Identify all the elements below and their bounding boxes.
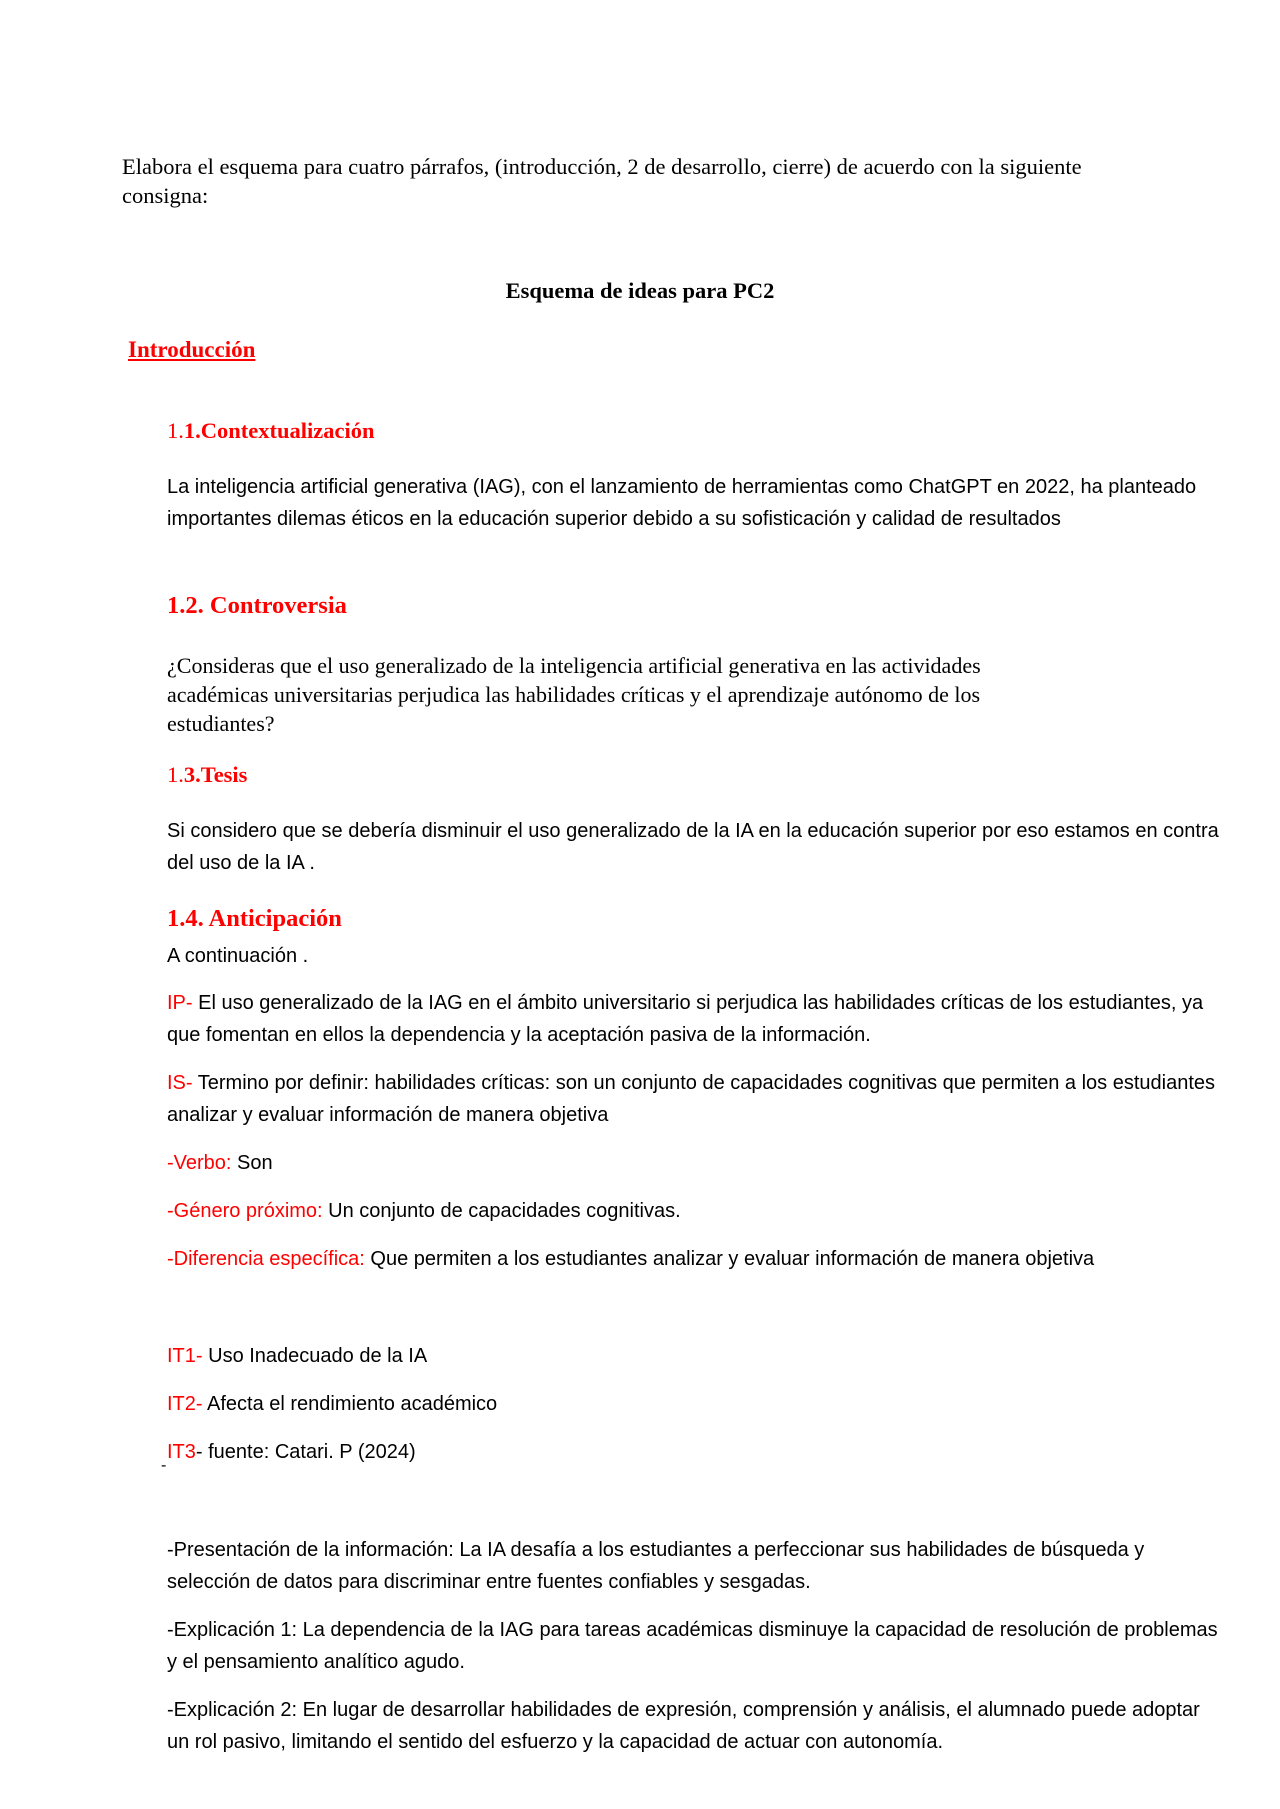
it3-text: - fuente: Catari. P (2024) — [195, 1441, 416, 1463]
ip-label: IP- — [167, 992, 193, 1014]
explicacion-1-text: -Explicación 1: La dependencia de la IAG para tareas académicas disminuye la capacidad de resolución de problemas y el pensamiento analítico agudo. — [167, 1619, 1218, 1673]
it2-label: IT2- — [167, 1393, 203, 1415]
subheading-label: 1.Contextualización — [183, 418, 375, 443]
tesis-text: Si considero que se debería disminuir el uso generalizado de la IA en la educación superior por eso estamos en contra del uso de la IA . — [167, 820, 1219, 874]
it3-item — [167, 1441, 416, 1464]
controversia-text: ¿Consideras que el uso generalizado de la inteligencia artificial generativa en las actividades académicas universitarias perjudica las habilidades críticas y el aprendizaje autónomo de los estudiantes? — [167, 653, 981, 736]
it1-label: IT1- — [167, 1345, 203, 1367]
subheading-tesis — [167, 762, 247, 788]
ip-text: El uso generalizado de la IAG en el ámbito universitario si perjudica las habilidades críticas de los estudiantes, ya que fomentan en ellos la dependencia y la aceptación pasiva de la información. — [167, 992, 1204, 1046]
subheading-label: 3.Tesis — [183, 762, 248, 787]
stray-dash-marker: - — [161, 1457, 167, 1474]
instruction-paragraph: Elabora el esquema para cuatro párrafos, (introducción, 2 de desarrollo, cierre) de acuerdo con la siguiente consigna: — [122, 154, 1082, 208]
explicacion-2-text: -Explicación 2: En lugar de desarrollar habilidades de expresión, comprensión y análisis, el alumnado puede adoptar un rol pasivo, limitando el sentido del esfuerzo y la capacidad de actuar con autonomía. — [167, 1699, 1200, 1753]
section-heading-introduccion: Introducción — [128, 337, 256, 362]
page-title: Esquema de ideas para PC2 — [505, 278, 775, 303]
it3-label: IT3 — [167, 1441, 196, 1463]
is-label: IS- — [167, 1072, 193, 1094]
diferencia-item — [167, 1248, 1094, 1271]
subheading-anticipacion: 1.4. Anticipación — [167, 905, 342, 932]
verbo-text: Son — [231, 1152, 273, 1174]
genero-text: Un conjunto de capacidades cognitivas. — [322, 1200, 681, 1222]
contextualizacion-text: La inteligencia artificial generativa (IAG), con el lanzamiento de herramientas como ChatGPT en 2022, ha planteado importantes dilemas éticos en la educación superior debido a su sofisticación y calidad de resultados — [167, 476, 1197, 530]
it2-item — [167, 1393, 497, 1416]
genero-label: -Género próximo: — [167, 1200, 323, 1222]
it1-item — [167, 1345, 427, 1368]
subheading-number: 1. — [167, 762, 184, 787]
is-text: Termino por definir: habilidades críticas: son un conjunto de capacidades cognitivas que permiten a los estudiantes analizar y evaluar información de manera objetiva — [167, 1072, 1216, 1126]
it2-text: Afecta el rendimiento académico — [202, 1393, 498, 1415]
ip-item — [167, 987, 1227, 1051]
is-item — [167, 1067, 1227, 1131]
diferencia-text: Que permiten a los estudiantes analizar y evaluar información de manera objetiva — [364, 1248, 1095, 1270]
verbo-item — [167, 1152, 273, 1175]
anticipacion-lead: A continuación . — [167, 945, 309, 967]
subheading-number: 1. — [167, 418, 184, 443]
it1-text: Uso Inadecuado de la IA — [202, 1345, 428, 1367]
genero-item — [167, 1200, 681, 1223]
subheading-contextualizacion — [167, 418, 375, 444]
verbo-label: -Verbo: — [167, 1152, 232, 1174]
diferencia-label: -Diferencia específica: — [167, 1248, 365, 1270]
subheading-controversia: 1.2. Controversia — [167, 592, 347, 619]
presentacion-text: -Presentación de la información: La IA desafía a los estudiantes a perfeccionar sus habilidades de búsqueda y selección de datos para discriminar entre fuentes confiables y sesgadas. — [167, 1539, 1145, 1593]
